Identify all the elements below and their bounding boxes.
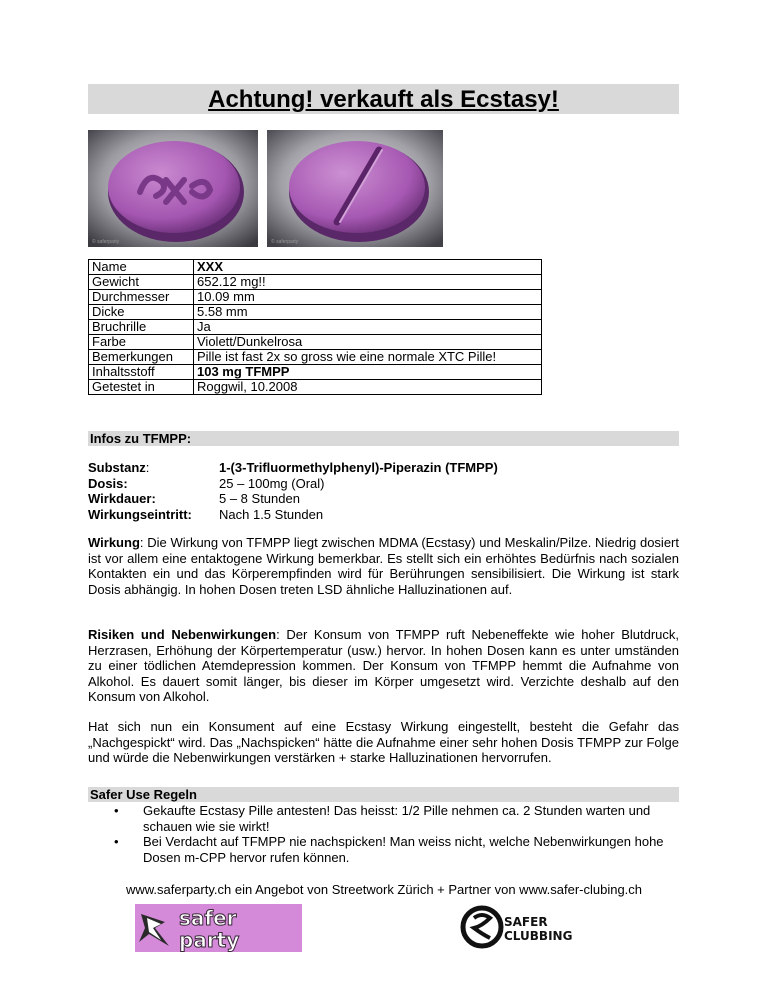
eintritt-label: Wirkungseintritt: [88,506,192,522]
saferparty-logo-line1: safer [179,906,237,930]
table-value-cell: XXX [194,260,542,275]
table-value-cell: 10.09 mm [194,290,542,305]
table-row [89,350,542,365]
table-value-cell: Violett/Dunkelrosa [194,335,542,350]
table-value-cell: 103 mg TFMPP [194,365,542,380]
saferclubbing-logo-line1: SAFER [504,915,548,929]
substanz-row [88,460,498,476]
saferparty-logo-line2: party [179,928,240,952]
eintritt-value: Nach 1.5 Stunden [219,506,324,522]
wirkung-label: Wirkung [88,535,140,550]
infos-heading: Infos zu TFMPP: [88,431,679,446]
pill-photo-back [267,130,443,247]
table-row [89,260,542,275]
substance-block [88,460,498,522]
substanz-value: 1-(3-Trifluormethylphenyl)-Piperazin (TFMPP) [219,460,498,475]
table-key-cell: Gewicht [89,275,194,290]
saferclubbing-emblem-icon [463,908,501,946]
wirkdauer-label: Wirkdauer: [88,491,156,506]
dosis-row [88,476,498,492]
saferparty-logo [135,904,302,952]
page-title: Achtung! verkauft als Ecstasy! [208,86,559,113]
table-value-cell: Roggwil, 10.2008 [194,380,542,395]
risiken-label: Risiken und Nebenwirkungen [88,627,277,642]
table-key-cell: Farbe [89,335,194,350]
table-key-cell: Getestet in [89,380,194,395]
list-item: • Bei Verdacht auf TFMPP nie nachspicken! Man weiss nicht, welche Nebenwirkungen hohe Dosen m-CPP hervor rufen können. [88,834,679,865]
table-row [89,380,542,395]
safer-use-heading: Safer Use Regeln [88,787,679,802]
risiken-text: : Der Konsum von TFMPP ruft Nebeneffekte wie hoher Blutdruck, Herzrasen, Erhöhung der Körpertemperatur (usw.) hervor. In hohen Dosen kann es unter umständen zu einer tödlichen Atemdepression kommen. Der Konsum von TFMPP hemmt die Aufnahme von Alkohol. Es dauert somit länger, bis dieser im Körper umgesetzt wird. Verzichte deshalb auf den Konsum von Alkohol. [88,627,679,704]
pill-photo-front [88,130,258,247]
table-key-cell: Inhaltsstoff [89,365,194,380]
table-key-cell: Durchmesser [89,290,194,305]
table-value-cell: Ja [194,320,542,335]
table-row [89,320,542,335]
pill-photos [88,130,443,247]
wirkung-text: : Die Wirkung von TFMPP liegt zwischen MDMA (Ecstasy) und Meskalin/Pilze. Niedrig dosiert ist vor allem eine entaktogene Wirkung bemerkbar. Es stellt sich ein erhöhtes Bedürfnis nach sozialen Kontakten ein und das Körperempfinden wird für Berührungen sensibilisiert. Die Wirkung ist stark Dosis abhängig. In hohen Dosen treten LSD ähnliche Halluzinationen auf. [88,535,679,597]
photo-credit: © saferparty [92,239,120,245]
dosis-label: Dosis: [88,475,128,491]
eintritt-row [88,507,498,523]
wirkung-paragraph [88,535,679,597]
title-bar [88,84,679,114]
footer-text: www.saferparty.ch ein Angebot von Streetwork Zürich + Partner von www.safer-clubing.ch [125,882,643,897]
saferclubbing-logo-line2: CLUBBING [504,929,573,943]
table-row [89,365,542,380]
table-value-cell: 652.12 mg!! [194,275,542,290]
pill-info-table [88,259,542,395]
substanz-label: Substanz: [88,460,150,475]
photo-credit: © saferparty [271,239,299,245]
risiken-paragraph [88,627,679,705]
dosis-value: 25 – 100mg (Oral) [219,475,325,491]
table-row [89,275,542,290]
list-item: • Gekaufte Ecstasy Pille antesten! Das heisst: 1/2 Pille nehmen ca. 2 Stunden warten und schauen wie sie wirkt! [88,803,679,834]
table-key-cell: Name [89,260,194,275]
wirkdauer-row [88,491,498,507]
table-value-cell: Pille ist fast 2x so gross wie eine normale XTC Pille! [194,350,542,365]
table-row [89,305,542,320]
table-value-cell: 5.58 mm [194,305,542,320]
table-key-cell: Dicke [89,305,194,320]
wirkdauer-value: 5 – 8 Stunden [219,491,300,506]
safer-use-list [88,803,679,865]
table-key-cell: Bruchrille [89,320,194,335]
table-key-cell: Bemerkungen [89,350,194,365]
nachspicken-paragraph: Hat sich nun ein Konsument auf eine Ecstasy Wirkung eingestellt, besteht die Gefahr das „Nachgespickt“ wird. Das „Nachspicken“ hätte die Aufnahme einer sehr hohen Dosis TFMPP zur Folge und würde die Nebenwirkungen verstärken + starke Halluzinationen hervorrufen. [88,719,679,765]
table-row [89,335,542,350]
saferclubbing-logo [460,898,580,956]
table-row [89,290,542,305]
